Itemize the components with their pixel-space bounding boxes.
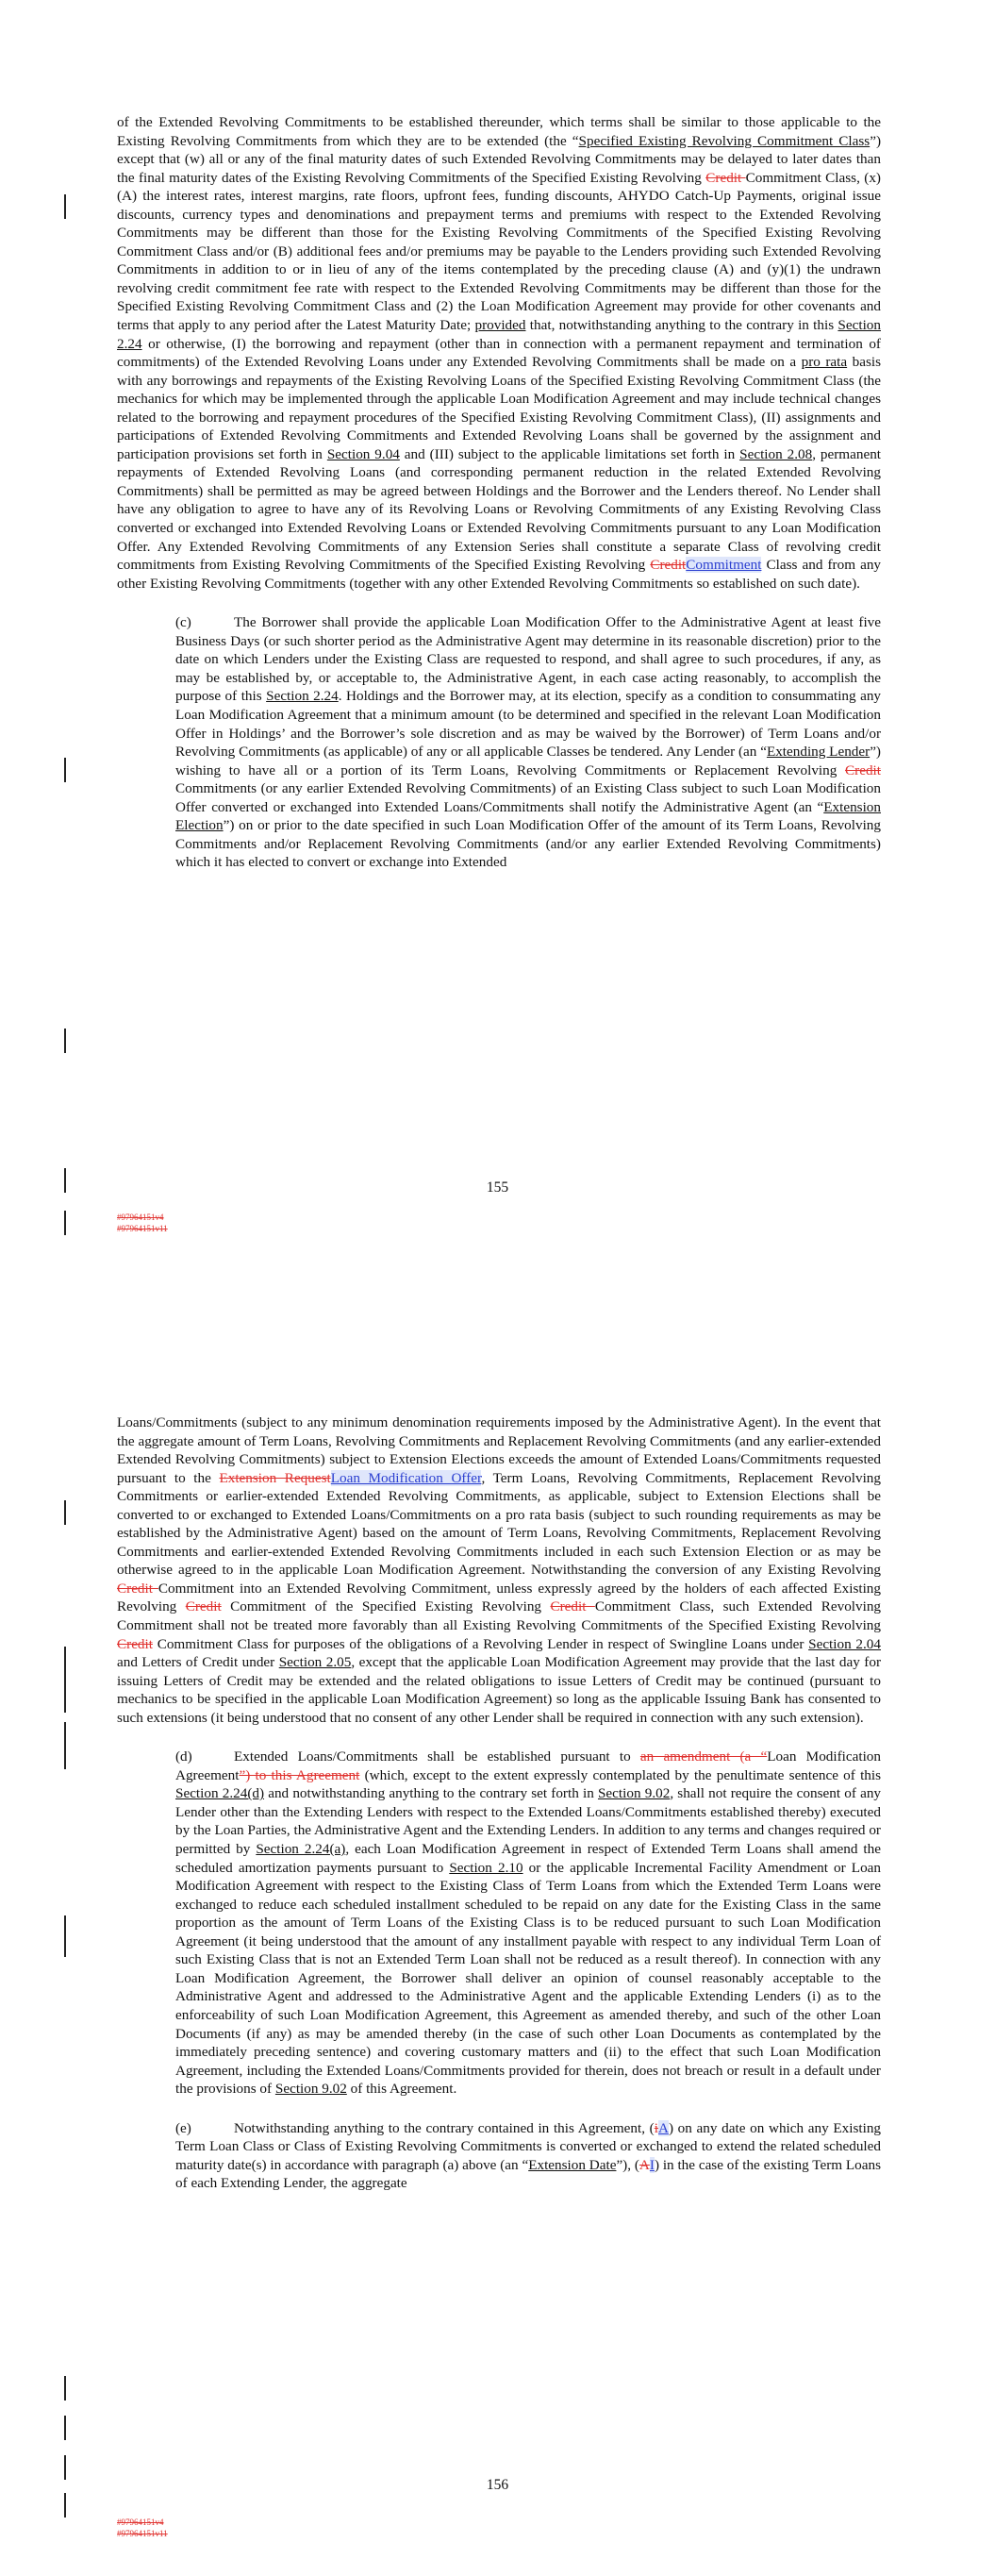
section-reference: Section 2.10 (449, 1859, 523, 1876)
defined-term: Extension Election (175, 798, 881, 834)
change-bar (64, 194, 66, 219)
section-reference: Section 2.05 (278, 1654, 352, 1671)
defined-term: Extending Lender (766, 744, 871, 761)
clause-label: (e) (175, 2119, 191, 2136)
paragraph-c: (c) The Borrower shall provide the applicable Loan Modification Offer to the Administrative Agent at least five Business Days (or such shorter period as the Administrative Agent may determine in its reasonable discretion) prior to the date on which Lenders under the Existing Class are requested to respond, and shall agree to such procedures, if any, as may be established by, or acceptable to, the Administrative Agent, in each case acting reasonably, to accomplish the purpose of this Section 2.24. Holdings and the Borrower may, at its election, specify as a condition to consummating any Loan Modification Agreement that a minimum amount (to be determined and specified in the relevant Loan Modification Offer in Holdings’ and the Borrower’s sole discretion and as may be waived by the Borrower) of Term Loans and/or Revolving Commitments (as applicable) of any or all applicable Classes be tendered. Any Lender (an “Extending Lender”) wishing to have all or a portion of its Term Loans, Revolving Commitments or Replacement Revolving Credit Commitments (or any earlier Extended Revolving Commitments) of an Existing Class subject to such Loan Modification Offer converted or exchanged into Extended Loans/Commitments shall notify the Administrative Agent (an “Extension Election”) on or prior to the date specified in such Loan Modification Offer of the amount of its Term Loans, Revolving Commitments and/or Replacement Revolving Commitments (and/or any earlier Extended Revolving Commitments) which it has elected to convert or exchange into Extended (175, 614, 882, 871)
clause-label: (c) (175, 614, 191, 631)
paragraph-b-continued: of the Extended Revolving Commitments to be established thereunder, which terms shall be similar to those applicable to the Existing Revolving Commitments from which they are to be extended (the “Specified Existing Revolving Commitment Class”) except that (w) all or any of the final maturity dates of such Extended Revolving Commitments may be delayed to later dates than the final maturity dates of the Existing Revolving Commitments of the Specified Existing Revolving Credit Commitment Class, (x)(A) the interest rates, interest margins, rate floors, upfront fees, funding discounts, AHYDO Catch-Up Payments, original issue discounts, currency types and denominations and prepayment terms and premiums with respect to the Extended Revolving Commitments may be different than those for the Existing Revolving Commitments of the Specified Existing Revolving Commitment Class and/or (B) additional fees and/or premiums may be payable to the Lenders providing such Extended Revolving Commitments in addition to or in lieu of any of the items contemplated by the preceding clause (A) and (y)(1) the undrawn revolving credit commitment fee rate with respect to the Extended Revolving Commitments may be different than those for the Specified Existing Revolving Commitment Class and (2) the Loan Modification Agreement may provide for other covenants and terms that apply to any period after the Latest Maturity Date; provided that, notwithstanding anything to the contrary in this Section 2.24 or otherwise, (I) the borrowing and repayment (other than in connection with a permanent repayment and termination of commitments) of the Extended Revolving Loans under any Extended Revolving Commitments shall be made on a pro rata basis with any borrowings and repayments of the Existing Revolving Loans of the Specified Existing Revolving Commitment Class (the mechanics for which may be implemented through the applicable Loan Modification Agreement and may include technical changes related to the borrowing and repayment procedures of the Specified Existing Revolving Commitment Class), (II) assignments and participations of Extended Revolving Commitments and Extended Revolving Loans shall be governed by the assignment and participation provisions set forth in Section 9.04 and (III) subject to the applicable limitations set forth in Section 2.08, permanent repayments of Extended Revolving Loans (and corresponding permanent reduction in the related Extended Revolving Commitments) shall be permitted as may be agreed between Holdings and the Borrower and the Lenders thereof. No Lender shall have any obligation to agree to have any of its Revolving Loans or Revolving Commitments of any Existing Revolving Class converted or exchanged into Extended Revolving Loans or Extended Revolving Commitments pursuant to any Loan Modification Offer. Any Extended Revolving Commitments of any Extension Series shall constitute a separate Class of revolving credit commitments from Existing Revolving Commitments of the Specified Existing Revolving CreditCommitment Class and from any other Existing Revolving Commitments (together with any other Extended Revolving Commitments so established on such date). (117, 114, 882, 592)
change-bar (64, 1500, 66, 1525)
deleted-text: Credit (650, 557, 687, 574)
deleted-text: ”) to this Agreement (239, 1766, 360, 1783)
defined-term: Specified Existing Revolving Commitment Class (578, 132, 871, 149)
section-reference: Section 9.04 (326, 445, 400, 462)
inserted-text: Commitment (686, 557, 762, 574)
document-id: #97964151v4 (117, 1213, 164, 1222)
change-bar (64, 1211, 66, 1235)
section-reference: Section 2.24 (266, 688, 339, 705)
deleted-text: Credit (117, 1635, 153, 1652)
paragraph-d: (d) Extended Loans/Commitments shall be established pursuant to an amendment (a “Loan Modification Agreement”) to this Agreement (which, except to the extent expressly contemplated by the penultimate sentence of this Section 2.24(d) and notwithstanding anything to the contrary set forth in Section 9.02, shall not require the consent of any Lender other than the Extending Lenders with respect to the Extended Loans/Commitments established thereby) executed by the Loan Parties, the Administrative Agent and the Extending Lenders. In addition to any terms and changes required or permitted by Section 2.24(a), each Loan Modification Agreement in respect of Extended Term Loans shall amend the scheduled amortization payments pursuant to Section 2.10 or the applicable Incremental Facility Amendment or Loan Modification Agreement with respect to the Existing Class of Term Loans from which the Extended Term Loans were exchanged to reduce each scheduled installment scheduled to be repaid on any date for the Existing Class in the same proportion as the amount of Term Loans of the Existing Class is to be reduced pursuant to such Loan Modification Agreement (it being understood that the amount of any installment payable with respect to any individual Term Loan of such Existing Class that is not an Extended Term Loan shall not be reduced as a result thereof). In connection with any Loan Modification Agreement, the Borrower shall deliver an opinion of counsel reasonably acceptable to the Administrative Agent and addressed to the Administrative Agent and the applicable Extending Lenders (i) as to the enforceability of such Loan Modification Agreement, this Agreement as amended thereby, and such of the other Loan Documents (if any) as may be amended thereby (in the case of such other Loan Documents as contemplated by the immediately preceding sentence) and covering customary matters and (ii) to the effect that such Loan Modification Agreement, including the Extended Loans/Commitments provided for therein, does not breach or result in a default under the provisions of Section 9.02 of this Agreement. (175, 1748, 882, 2098)
section-reference: Section 2.24 (117, 317, 881, 352)
change-bar (64, 2493, 66, 2517)
change-bar (64, 1915, 66, 1957)
defined-term: Extension Date (528, 2156, 617, 2173)
deleted-text: Credit (185, 1598, 222, 1615)
deleted-text: Credit (845, 761, 881, 778)
page-number: 156 (486, 2477, 509, 2493)
page-156-body (117, 1413, 881, 2193)
defined-term: provided (474, 317, 526, 334)
defined-term: pro rata (801, 354, 848, 371)
section-reference: Section 2.04 (808, 1635, 881, 1652)
deleted-text: Credit (705, 169, 746, 186)
inserted-text: A (657, 2119, 669, 2136)
deleted-text: Credit (550, 1598, 595, 1615)
deleted-text: an amendment (a “ (639, 1748, 768, 1765)
page-156 (0, 1293, 995, 2576)
change-bar (64, 1029, 66, 1053)
page-155-body (117, 113, 881, 872)
change-bar (64, 2376, 66, 2400)
section-reference: Section 9.02 (597, 1785, 671, 1802)
deleted-text: Extension Request (219, 1469, 331, 1486)
deleted-text: A (638, 2156, 650, 2173)
deleted-text: Credit (117, 1580, 158, 1597)
document-id: #97964151v4 (117, 2517, 164, 2527)
page-number: 155 (486, 1179, 509, 1196)
change-bar (64, 1722, 66, 1769)
document-id: #97964151v11 (117, 2529, 168, 2538)
deleted-text: i (654, 2119, 658, 2136)
clause-label: (d) (175, 1748, 192, 1765)
change-bar (64, 1647, 66, 1713)
change-bar (64, 2416, 66, 2440)
inserted-text: Loan Modification Offer (330, 1469, 482, 1486)
section-reference: Section 2.08 (739, 445, 813, 462)
document-id: #97964151v11 (117, 1224, 168, 1233)
section-reference: Section 2.24(a) (256, 1841, 346, 1858)
inserted-text: I (649, 2156, 655, 2173)
section-reference: Section 2.24(d) (175, 1785, 265, 1802)
paragraph-c-continued: Loans/Commitments (subject to any minimum denomination requirements imposed by the Administrative Agent). In the event that the aggregate amount of Term Loans, Revolving Commitments and Replacement Revolving Commitments (and any earlier-extended Extended Revolving Commitments) subject to Extension Elections exceeds the amount of Extended Loans/Commitments requested pursuant to the Extension RequestLoan Modification Offer, Term Loans, Revolving Commitments, Replacement Revolving Commitments or earlier-extended Extended Revolving Commitments, as applicable, subject to Extension Elections shall be converted to or exchanged to Extended Loans/Commitments on a pro rata basis (subject to such rounding requirements as may be established by the Administrative Agent) based on the amount of Term Loans, Revolving Commitments, Replacement Revolving Commitments and earlier-extended Extended Revolving Commitments included in each such Extension Election or as may be otherwise agreed to in the applicable Loan Modification Agreement. Notwithstanding the conversion of any Existing Revolving Credit Commitment into an Extended Revolving Commitment, unless expressly agreed by the holders of each affected Existing Revolving Credit Commitment of the Specified Existing Revolving Credit Commitment Class, such Extended Revolving Commitment shall not be treated more favorably than all Existing Revolving Commitments of the Specified Existing Revolving Credit Commitment Class for purposes of the obligations of a Revolving Lender in respect of Swingline Loans under Section 2.04 and Letters of Credit under Section 2.05, except that the applicable Loan Modification Agreement may provide that the last day for issuing Letters of Credit may be extended and the related obligations to issue Letters of Credit may be continued (pursuant to mechanics to be specified in the applicable Loan Modification Agreement) so long as the applicable Issuing Bank has consented to such extensions (it being understood that no consent of any other Lender shall be required in connection with any such extension). (117, 1414, 882, 1726)
section-reference: Section 9.02 (274, 2081, 347, 2098)
change-bar (64, 758, 66, 782)
paragraph-e: (e) Notwithstanding anything to the contrary contained in this Agreement, (iA) on any date on which any Existing Term Loan Class or Class of Existing Revolving Commitments is converted or exchanged to extend the related scheduled maturity date(s) in accordance with paragraph (a) above (an “Extension Date”), (AI) in the case of the existing Term Loans of each Extending Lender, the aggregate (175, 2119, 882, 2192)
